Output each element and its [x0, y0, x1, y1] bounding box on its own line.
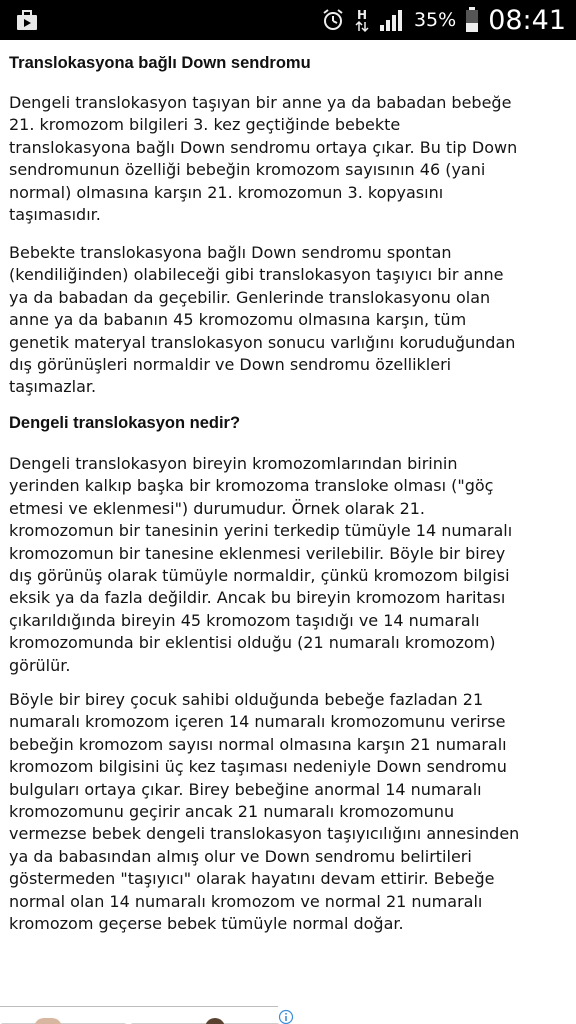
battery-percent: 35% — [413, 9, 457, 31]
text-line: kromozom geçerse bebek tümüyle normal doğar. — [9, 914, 404, 934]
ad-thumbnail — [205, 1018, 225, 1024]
text-line: genetik materyal translokasyon sonucu varlığını koruduğundan — [9, 332, 516, 352]
text-line: Dengeli translokasyon bireyin kromozomlarından birinin — [9, 454, 458, 473]
status-icons — [320, 0, 566, 40]
text-line: normal) olmasına karşın 21. kromozomun 3. kopyasını — [9, 182, 444, 202]
text-line: yerinden kalkıp başka bir kromozoma transloke olması ("göç — [9, 476, 494, 496]
text-line: kromozomunu geçirir ancak 21 numaralı kromozomunu — [9, 802, 455, 822]
ad-divider — [0, 1006, 278, 1007]
info-icon[interactable] — [278, 1009, 294, 1024]
text-line: vermezse bebek dengeli translokasyon taşıyıcılığını annesinden — [9, 824, 520, 844]
ad-banner[interactable] — [0, 1006, 576, 1024]
text-line: ya da babadan da geçebilir. Genlerinde translokasyonu olan — [9, 287, 491, 307]
text-line: görülür. — [9, 655, 71, 675]
alarm-icon — [320, 7, 346, 33]
text-line: sendromunun özelliği bebeğin kromozom sayısının 46 (yani — [9, 160, 486, 180]
text-line: Böyle bir birey çocuk sahibi olduğunda bebeğe fazladan 21 — [9, 690, 484, 709]
text-line: translokasyona bağlı Down sendromu ortaya çıkar. Bu tip Down — [9, 137, 518, 157]
text-line: bebeğin kromozom sayısı normal olmasına karşın 21 numaralı — [9, 734, 507, 754]
text-line: Dengeli translokasyon taşıyan bir anne ya da babadan bebeğe — [9, 93, 512, 112]
ad-thumbnail — [34, 1018, 62, 1024]
briefcase-notification-icon[interactable] — [14, 7, 40, 33]
text-line: taşımasıdır. — [9, 205, 101, 225]
article-paragraph — [9, 689, 569, 935]
section-heading: Translokasyona bağlı Down sendromu — [9, 54, 311, 72]
data-hplus-icon — [354, 6, 370, 34]
text-line: (kendiliğinden) olabileceği gibi translokasyon taşıyıcı bir anne — [9, 265, 504, 285]
text-line: 21. kromozom bilgileri 3. kez geçtiğinde bebekte — [9, 115, 401, 135]
text-line: eksik ya da fazla değildir. Ancak bu bireyin kromozom haritası — [9, 588, 506, 608]
signal-icon — [378, 7, 406, 33]
text-line: kromozomun bir tanesine eklenmesi verilebilir. Böyle bir birey — [9, 543, 506, 563]
status-bar — [0, 0, 576, 40]
text-line: numaralı kromozom içeren 14 numaralı kromozomunu verirse — [9, 712, 506, 732]
text-line: bulguları ortaya çıkar. Birey bebeğine anormal 14 numaralı — [9, 779, 482, 799]
text-line: dış görünüşleri normaldir ve Down sendromu özellikleri — [9, 355, 452, 375]
text-line: Bebekte translokasyona bağlı Down sendromu spontan — [9, 243, 452, 262]
text-line: normal olan 14 numaralı kromozom ve normal 21 numaralı — [9, 891, 483, 911]
article-paragraph — [9, 92, 569, 226]
text-line: ya da babasından almış olur ve Down sendromu belirtileri — [9, 846, 472, 866]
clock: 08:41 — [488, 4, 566, 36]
text-line: kromozomun bir tanesinin yerini terkedip tümüyle 14 numaralı — [9, 521, 513, 541]
battery-icon — [464, 6, 480, 34]
article-paragraph — [9, 242, 569, 399]
text-line: dış görünüş olarak tümüyle normaldir, çünkü kromozom bilgisi — [9, 566, 510, 586]
svg-text:H: H — [356, 8, 367, 22]
text-line: etmesi ve eklenmesi") durumudur. Örnek olarak 21. — [9, 498, 426, 518]
text-line: taşımazlar. — [9, 377, 97, 397]
text-line: çıkarıldığında bireyin 45 kromozom taşıdığı ve 14 numaralı — [9, 610, 480, 630]
text-line: anne ya da babanın 45 kromozomu olmasına karşın, tüm — [9, 310, 467, 330]
text-line: kromozomunda bir eklentisi olduğu (21 numaralı kromozom) — [9, 633, 496, 653]
section-heading: Dengeli translokasyon nedir? — [9, 414, 241, 432]
text-line: kromozom bilgisini üç kez taşıması nedeniyle Down sendromu — [9, 757, 507, 777]
article-content — [0, 40, 576, 1006]
article-paragraph — [9, 453, 569, 677]
text-line: göstermeden "taşıyıcı" olarak hayatını devam ettirir. Bebeğe — [9, 869, 495, 889]
